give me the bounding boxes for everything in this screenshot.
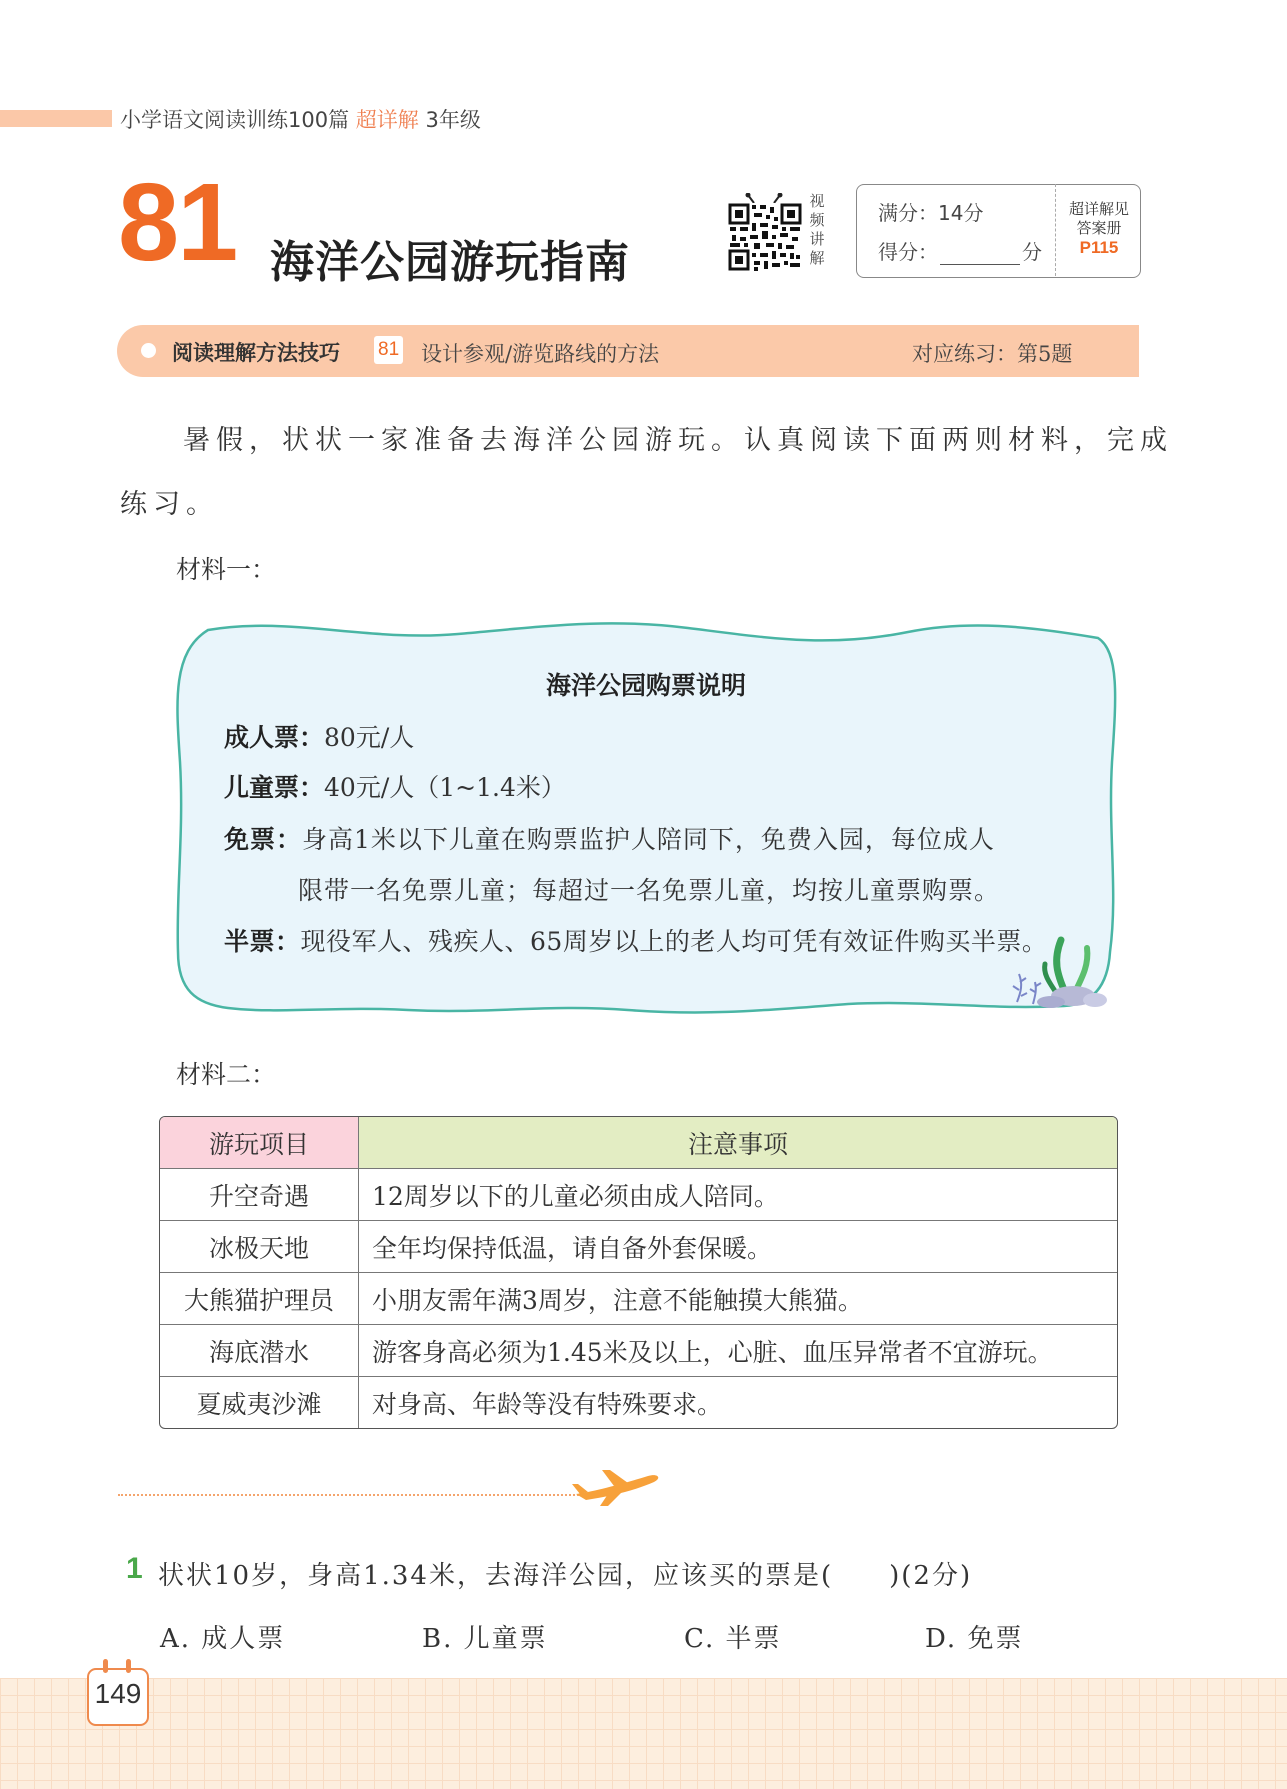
video-label-char: 解: [809, 249, 825, 267]
lesson-number: 81: [118, 161, 237, 284]
table-row: [160, 1221, 1117, 1273]
section-divider: [118, 1494, 598, 1496]
table-header-row: [160, 1117, 1117, 1169]
book-grade: 3年级: [425, 108, 481, 132]
banner-subtitle: 设计参观/游览路线的方法: [421, 342, 660, 366]
rule-key: 半票：: [224, 927, 301, 956]
option-c[interactable]: C. 半票: [684, 1624, 782, 1654]
notes-cell: 12周岁以下的儿童必须由成人陪同。: [359, 1169, 1117, 1221]
score-unit: 分: [1022, 240, 1042, 264]
banner-exercise-ref: 对应练习：第5题: [912, 342, 1073, 366]
answer-ref-line: 答案册: [1076, 219, 1122, 237]
table-header-attraction: 游玩项目: [160, 1117, 359, 1169]
rule-free-ticket: [224, 820, 995, 856]
rule-free-ticket-cont: 限带一名免票儿童；每超过一名免票儿童，均按儿童票购票。: [298, 876, 1001, 905]
attraction-cell: 冰极天地: [160, 1221, 359, 1273]
qr-code-icon[interactable]: [726, 193, 804, 273]
table-row: [160, 1377, 1117, 1428]
score-field: [878, 236, 1042, 265]
notes-cell: 全年均保持低温，请自备外套保暖。: [359, 1221, 1117, 1273]
book-header: [120, 104, 481, 134]
book-title: 小学语文阅读训练100篇: [120, 108, 350, 132]
material-1-label: 材料一：: [176, 555, 277, 584]
option-b[interactable]: B. 儿童票: [422, 1624, 548, 1654]
table-row: [160, 1169, 1117, 1221]
page-number: 149: [94, 1678, 142, 1709]
option-d[interactable]: D. 免票: [925, 1624, 1024, 1654]
table-row: [160, 1325, 1117, 1377]
rule-key: 成人票：: [224, 723, 325, 752]
banner-bullet: [141, 343, 156, 358]
full-score: 满分：14分: [878, 201, 984, 225]
score-label: 得分：: [878, 240, 938, 264]
attraction-cell: 海底潜水: [160, 1325, 359, 1377]
rule-key: 儿童票：: [224, 773, 325, 802]
footer-grid: [0, 1678, 1287, 1789]
airplane-icon: [572, 1466, 662, 1506]
intro-line-2: 练习。: [120, 489, 219, 520]
score-divider: [1055, 184, 1056, 276]
table-row: [160, 1273, 1117, 1325]
banner-number: 81: [374, 336, 403, 364]
material-2-label: 材料二：: [176, 1060, 277, 1089]
attraction-cell: 升空奇遇: [160, 1169, 359, 1221]
rule-child-ticket: [224, 768, 566, 804]
attraction-cell: 夏威夷沙滩: [160, 1377, 359, 1428]
rule-text: 现役军人、残疾人、65周岁以上的老人均可凭有效证件购买半票。: [300, 927, 1048, 956]
video-label-char: 频: [809, 211, 825, 229]
rule-key: 免票：: [224, 825, 303, 854]
notes-cell: 对身高、年龄等没有特殊要求。: [372, 1389, 723, 1419]
answer-ref-line: 超详解见: [1068, 200, 1129, 218]
header-accent-bar: [0, 110, 112, 127]
table-header-notes: 注意事项: [359, 1117, 1117, 1169]
seaweed-decoration-icon: [1005, 930, 1115, 1010]
lesson-title: 海洋公园游玩指南: [270, 237, 630, 288]
answer-page: P115: [1079, 238, 1119, 257]
calendar-rings-icon: [97, 1659, 137, 1673]
book-edition: 超详解: [355, 108, 419, 132]
rule-text: 40元/人（1~1.4米）: [324, 773, 566, 802]
ticket-card-title: 海洋公园购票说明: [545, 671, 746, 700]
banner-title: 阅读理解方法技巧: [172, 341, 340, 365]
rule-text: 身高1米以下儿童在购票监护人陪同下，免费入园，每位成人: [302, 825, 995, 854]
score-blank[interactable]: [940, 246, 1020, 265]
question-text: 状状10岁，身高1.34米，去海洋公园，应该买的票是( )(2分): [158, 1561, 973, 1591]
rule-text: 80元/人: [324, 723, 415, 752]
attraction-cell: 大熊猫护理员: [160, 1273, 359, 1325]
notes-cell: 小朋友需年满3周岁，注意不能触摸大熊猫。: [359, 1273, 1117, 1325]
answer-reference: [1058, 200, 1140, 257]
video-label-char: 视: [809, 192, 825, 210]
rule-adult-ticket: [224, 718, 414, 754]
attraction-notes-table: [159, 1116, 1118, 1429]
video-lecture-label: [806, 192, 828, 268]
intro-line-1: 暑假，状状一家准备去海洋公园游玩。认真阅读下面两则材料，完成: [183, 425, 1173, 456]
video-label-char: 讲: [809, 230, 825, 248]
notes-cell: 游客身高必须为1.45米及以上，心脏、血压异常者不宜游玩。: [359, 1325, 1117, 1377]
option-a[interactable]: A. 成人票: [160, 1624, 286, 1654]
rule-half-ticket: [224, 922, 1047, 958]
question-number: 1: [126, 1552, 143, 1585]
